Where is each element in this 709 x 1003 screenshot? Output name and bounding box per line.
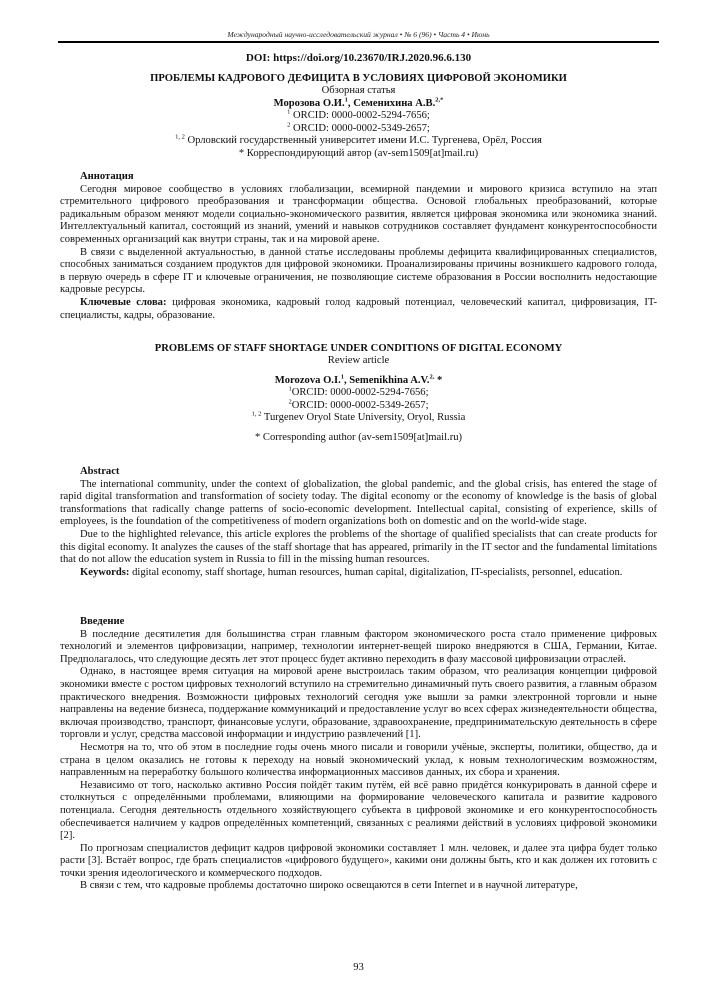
- en-affiliation: [60, 412, 657, 425]
- ru-keywords-text: цифровая экономика, кадровый голод кадровый потенциал, человеческий капитал, цифровизация, IT-специалисты, кадры, образование.: [60, 296, 657, 321]
- en-author-2-star: *: [434, 374, 443, 386]
- ru-abstract-paragraph-1: Сегодня мировое сообщество в условиях глобализации, всемирной пандемии и мирового кризиса вступило на этап стремительного цифрового преобразования и трансформации общества. Основой глобальных преобразований, которые радикальным образом меняют модели социально-экономического развития, является цифровая экономика или экономика знаний. Интеллектуальный капитал, состоящий из знаний, умений и навыков сотрудников составляет фундамент конкурентоспособности современных организаций как внутри страны, так и на мировой арене.: [60, 183, 657, 245]
- en-orcid-1-text: ORCID: 0000-0002-5294-7656;: [291, 387, 429, 399]
- ru-orcid-1-sup: 1: [287, 108, 291, 116]
- ru-header-block: [60, 72, 657, 161]
- en-author-1-sup: 1: [340, 373, 344, 381]
- running-header: Международный научно-исследовательский журнал • № 6 (96) • Часть 4 • Июнь: [227, 30, 490, 39]
- en-abstract-paragraph-2: Due to the highlighted relevance, this article explores the problems of the shortage of qualified specialists that can create products for this digital economy. It analyzes the causes of the staff shortage that has appeared, primarily in the IT sector and the fundamental limitations that do not allow the education system in Russia to fill in the missing human resources.: [60, 528, 657, 566]
- en-abstract-paragraph-1: The international community, under the context of globalization, the global pandemic, and the global crisis, has entered the stage of rapid digital transformation and transformation of society today. The digital economy or the economy of knowledge is the basis of global transformations that radically change patterns of socio-economic development. Intellectual capital, consisting of experience, skills of employees, is the foundation of the competitiveness of modern organizations both on domestic and on the world-wide stage.: [60, 478, 657, 528]
- en-header-block: [60, 342, 657, 445]
- en-orcid-2: [60, 400, 657, 413]
- ru-author-2-star: *: [440, 96, 444, 104]
- ru-author-1: Морозова О.И.: [273, 97, 345, 109]
- ru-abstract-paragraph-2: В связи с выделенной актуальностью, в данной статье исследованы проблемы дефицита квалифицированных специалистов, способных заниматься созданием продуктов для цифровой экономики. Проанализированы причины возникшего кадрового голода, в первую очередь в сфере IT и ключевые ограничения, не позволяющие системе образования в России восполнить недостающие кадровые ресурсы.: [60, 246, 657, 296]
- intro-paragraph: Однако, в настоящее время ситуация на мировой арене выстроилась таким образом, что реализация концепции цифровой экономики вместе с ростом цифровых технологий вступило на стремительно динамичный путь своего развития, а главным образом практического внедрения. Возможности цифровых технологий сегодня уже вышли за рамки электронной торговли и ныне направлены на ведение бизнеса, поддержание коммуникаций и предоставление услуг во всех сферах жизнедеятельности общества, включая производство, транспорт, финансовые услуги, образование, здравоохранение, предпринимательскую деятельность в сфере торговли и услуг, средства массовой информации и индустрию развлечений [1].: [60, 666, 657, 741]
- en-author-2: Semenikhina A.V.: [349, 374, 430, 386]
- en-keywords: [60, 567, 657, 580]
- intro-paragraph: Независимо от того, насколько активно Россия пойдёт таким путём, ей всё равно придётся конкурировать в данной сфере и столкнуться с определёнными проблемами, влияющими на формирование человеческого капитала и развитие кадрового потенциала. Сегодня деятельность отдельного хозяйствующего субъекта в цифровой экономике и его конкурентоспособность обеспечивается наличием у кадров определённых компетенций, связанных с реалиями действий в условиях цифровой экономики [2].: [60, 779, 657, 842]
- doi-line: DOI: https://doi.org/10.23670/IRJ.2020.96.6.130: [245, 52, 472, 64]
- ru-orcid-2-sup: 2: [287, 121, 291, 129]
- en-authors: [60, 375, 657, 388]
- en-keywords-text: digital economy, staff shortage, human resources, human capital, digitalization, IT-specialists, personnel, education.: [129, 566, 623, 578]
- en-title: PROBLEMS OF STAFF SHORTAGE UNDER CONDITIONS OF DIGITAL ECONOMY: [154, 343, 563, 354]
- ru-keywords-label: Ключевые слова:: [80, 296, 167, 308]
- intro-paragraph: В связи с тем, что кадровые проблемы достаточно широко освещаются в сети Internet и в научной литературе,: [80, 880, 578, 892]
- ru-title: ПРОБЛЕМЫ КАДРОВОГО ДЕФИЦИТА В УСЛОВИЯХ ЦИФРОВОЙ ЭКОНОМИКИ: [150, 73, 567, 84]
- ru-author-2: Семенихина А.В.: [353, 97, 436, 109]
- en-author-sep: ,: [343, 374, 350, 386]
- ru-abstract-heading: Аннотация: [80, 171, 134, 182]
- en-abstract-block: [60, 466, 657, 579]
- en-affiliation-sup: 1, 2: [251, 410, 262, 418]
- page-number: 93: [353, 962, 364, 973]
- ru-orcid-2: [60, 123, 657, 136]
- intro-paragraph: В последние десятилетия для большинства стран главным фактором экономического роста стало применение цифровых технологий и элементов цифровизации, например, технологии интернет-вещей широко внедряются в США, Германии, Китае. Предполагалось, что следующие десять лет этот процесс будет активно переходить в фазу массовой цифровизации отраслей.: [60, 628, 657, 665]
- intro-section: [60, 616, 657, 893]
- ru-article-type: Обзорная статья: [321, 85, 396, 96]
- en-affiliation-text: Turgenev Oryol State University, Oryol, Russia: [261, 412, 466, 424]
- ru-affiliation: [60, 135, 657, 148]
- intro-paragraph: По прогнозам специалистов дефицит кадров цифровой экономики составляет 1 млн. человек, и далее эта цифра будет только расти [3]. Встаёт вопрос, где брать специалистов «цифрового будущего», какими они должны быть, кто и как должен их готовить с точки зрения идеологического и коммерческого подходов.: [60, 842, 657, 879]
- ru-keywords: [60, 297, 657, 322]
- en-orcid-2-sup: 2: [288, 398, 292, 406]
- intro-paragraph: Несмотря на то, что об этом в последние годы очень много писали и говорили учёные, эксперты, политики, общество, да и страна в целом оказались не готовы к переходу на новый экономический уклад, к новым технологическим возможностям, направленным на переработку большого количества информационных массивов данных, их сбора и хранения.: [60, 741, 657, 779]
- ru-abstract-block: [60, 171, 657, 322]
- en-orcid-1-sup: 1: [288, 385, 292, 393]
- ru-author-sep: ,: [347, 97, 354, 109]
- en-article-type: Review article: [327, 355, 390, 366]
- ru-authors: [60, 98, 657, 111]
- en-orcid-1: [60, 387, 657, 400]
- ru-author-2-sup: 2,: [435, 96, 441, 104]
- en-abstract-heading: Abstract: [80, 466, 120, 477]
- ru-corresponding-author: * Корреспондирующий автор (av-sem1509[at]mail.ru): [238, 147, 479, 159]
- en-corresponding-author: * Corresponding author (av-sem1509[at]mail.ru): [254, 431, 463, 443]
- en-author-1: Morozova O.I.: [274, 374, 341, 386]
- ru-orcid-2-text: ORCID: 0000-0002-5349-2657;: [290, 122, 430, 134]
- ru-author-1-sup: 1: [344, 96, 348, 104]
- en-author-2-sup: 2,: [429, 373, 435, 381]
- intro-heading: Введение: [80, 616, 125, 627]
- header-rule: [58, 41, 659, 43]
- ru-orcid-1: [60, 110, 657, 123]
- ru-orcid-1-text: ORCID: 0000-0002-5294-7656;: [290, 110, 430, 122]
- ru-affiliation-text: Орловский государственный университет имени И.С. Тургенева, Орёл, Россия: [184, 135, 542, 147]
- ru-affiliation-sup: 1, 2: [175, 133, 185, 141]
- en-orcid-2-text: ORCID: 0000-0002-5349-2657;: [291, 399, 429, 411]
- en-keywords-label: Keywords:: [80, 566, 130, 578]
